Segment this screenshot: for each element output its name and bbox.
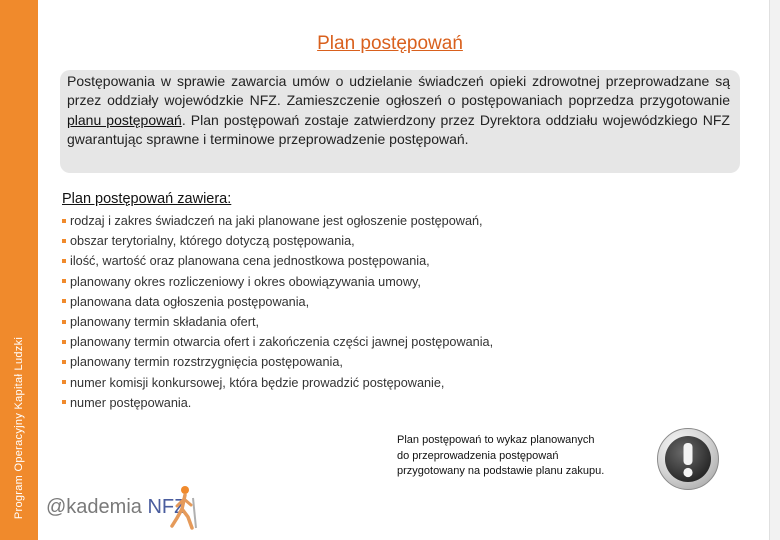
note-text bbox=[397, 433, 657, 480]
logo-suffix: NFZ bbox=[147, 496, 187, 518]
note-line: do przeprowadzenia postępowań bbox=[397, 449, 559, 462]
list-item bbox=[62, 272, 493, 292]
bullet-icon bbox=[62, 340, 66, 344]
intro-text: Postępowania w sprawie zawarcia umów o udzielanie świadczeń opieki zdrowotnej przeprowadzane są przez oddziały wojewódzkie NFZ. Zamieszczenie ogłoszeń o postępowaniach poprzedza przygotowanie bbox=[67, 73, 730, 109]
note-line: Plan postępowań to wykaz planowanych bbox=[397, 434, 595, 446]
list-item-text: numer postępowania. bbox=[70, 395, 192, 410]
bullet-icon bbox=[62, 299, 66, 303]
contents-list bbox=[62, 211, 493, 413]
bullet-icon bbox=[62, 279, 66, 283]
list-item-text: planowany okres rozliczeniowy i okres obowiązywania umowy, bbox=[70, 274, 421, 289]
bullet-icon bbox=[62, 360, 66, 364]
list-item-text: planowany termin rozstrzygnięcia postępowania, bbox=[70, 355, 343, 370]
intro-text-end: . Plan postępowań zostaje zatwierdzony przez Dyrektora oddziału wojewódzkiego NFZ gwarantując sprawne i terminowe przeprowadzenie postępowań. bbox=[67, 111, 730, 147]
list-item-text: rodzaj i zakres świadczeń na jaki planowane jest ogłoszenie postępowań, bbox=[70, 214, 483, 228]
list-item bbox=[62, 292, 493, 312]
exclamation-icon bbox=[665, 436, 711, 482]
list-item-text: obszar terytorialny, którego dotyczą postępowania, bbox=[70, 234, 355, 249]
logo-prefix: @kademia bbox=[46, 496, 142, 518]
list-item-text: numer komisji konkursowej, która będzie prowadzić postępowanie, bbox=[70, 375, 445, 390]
list-item bbox=[62, 251, 493, 271]
akademia-nfz-logo bbox=[44, 484, 214, 530]
program-label: Program Operacyjny Kapitał Ludzki bbox=[13, 336, 25, 520]
bullet-icon bbox=[62, 320, 66, 324]
list-item bbox=[62, 393, 493, 413]
warning-icon bbox=[657, 428, 719, 490]
page-title: Plan postępowań bbox=[317, 33, 463, 54]
list-item bbox=[62, 352, 493, 372]
sidebar-band bbox=[0, 0, 38, 540]
bullet-icon bbox=[62, 239, 66, 243]
list-item-text: planowany termin otwarcia ofert i zakończenia części jawnej postępowania, bbox=[70, 335, 494, 350]
bullet-icon bbox=[62, 259, 66, 263]
bullet-icon bbox=[62, 400, 66, 404]
list-heading: Plan postępowań zawiera: bbox=[62, 191, 232, 207]
walker-icon bbox=[166, 484, 212, 530]
list-item bbox=[62, 231, 493, 251]
list-item bbox=[62, 312, 493, 332]
bullet-icon bbox=[62, 219, 66, 223]
bullet-icon bbox=[62, 380, 66, 384]
note-line: przygotowany na podstawie planu zakupu. bbox=[397, 465, 605, 477]
list-item bbox=[62, 373, 493, 393]
list-item-text: planowana data ogłoszenia postępowania, bbox=[70, 294, 310, 309]
list-item-text: planowany termin składania ofert, bbox=[70, 315, 260, 330]
right-scrollbar[interactable] bbox=[769, 0, 780, 540]
list-item-text: ilość, wartość oraz planowana cena jednostkowa postępowania, bbox=[70, 254, 430, 269]
list-item bbox=[62, 332, 493, 352]
plan-link[interactable]: planu postępowań bbox=[67, 111, 182, 128]
list-item bbox=[62, 211, 493, 231]
intro-box bbox=[60, 70, 740, 173]
